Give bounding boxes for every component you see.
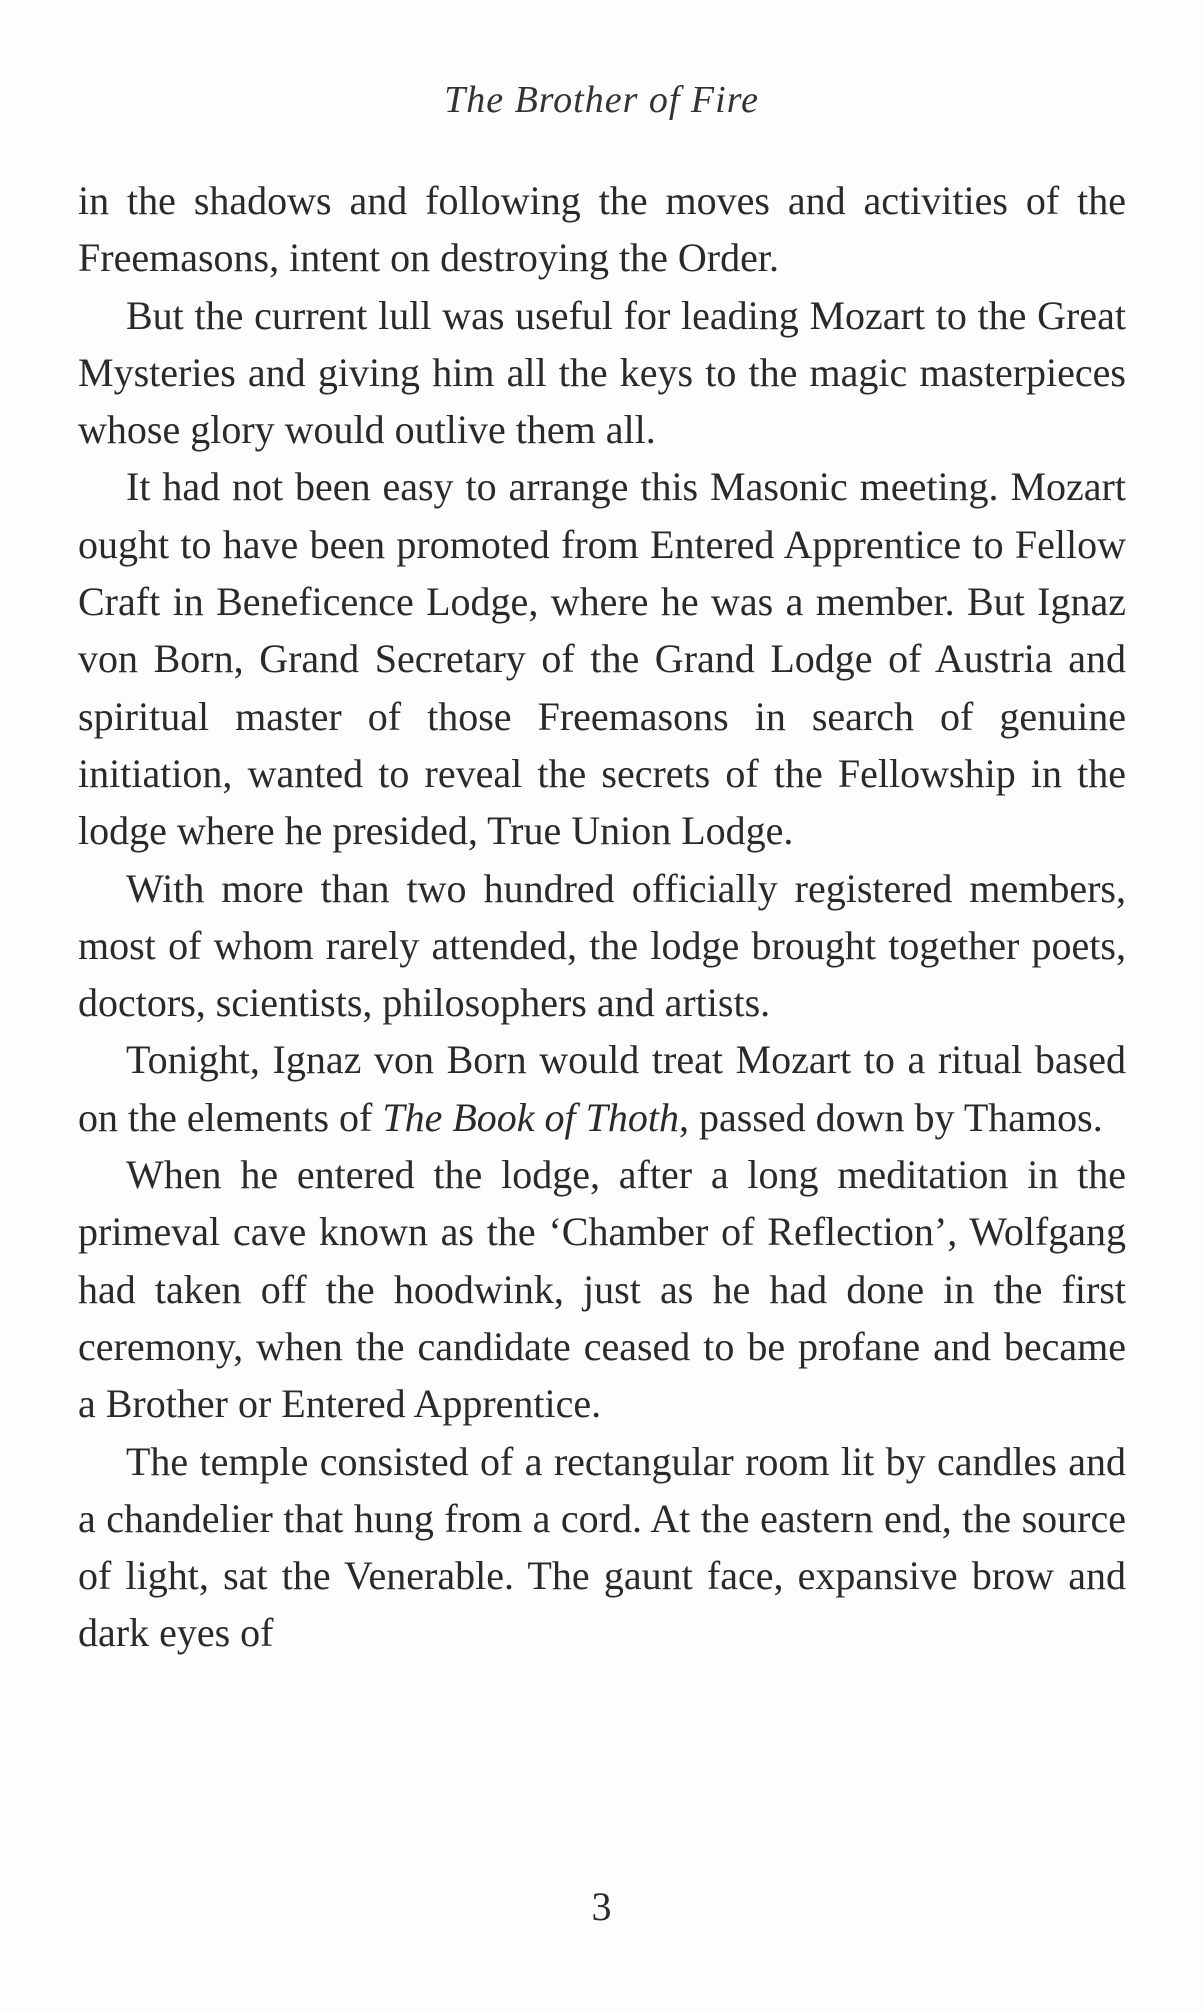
paragraph: But the current lull was useful for leading Mozart to the Great Mysteries and giving him all the keys to the magic masterpieces whose glory would outlive them all. (78, 292, 1126, 453)
paragraph: With more than two hundred officially registered members, most of whom rarely attended, the lodge brought together poets, doctors, scientists, philosophers and artists. (78, 865, 1126, 1026)
paragraph: When he entered the lodge, after a long meditation in the primeval cave known as the ‘Chamber of Reflection’, Wolfgang had taken off the hoodwink, just as he had done in the first ceremony, when the candidate ceased to be profane and became a Brother or Entered Apprentice. (78, 1152, 1126, 1427)
page-number: 3 (591, 1884, 612, 1929)
paragraph: It had not been easy to arrange this Masonic meeting. Mozart ought to have been promoted from Entered Apprentice to Fellow Craft in Beneficence Lodge, where he was a member. But Ignaz von Born, Grand Secretary of the Grand Lodge of Austria and spiritual master of those Freemasons in search of genuine initiation, wanted to reveal the secrets of the Fellowship in the lodge where he presided, True Union Lodge. (78, 464, 1126, 854)
book-title: The Book of Thoth (382, 1094, 680, 1140)
paragraph-text: Tonight, Ignaz von Born would treat Mozart to a ritual based on the elements of (78, 1037, 1126, 1140)
body-text (78, 172, 1126, 1662)
paragraph: in the shadows and following the moves and activities of the Freemasons, intent on destroying the Order. (78, 178, 1126, 281)
paragraph (78, 1031, 1126, 1146)
paragraph-text: , passed down by Thamos. (679, 1094, 1103, 1140)
paragraph: The temple consisted of a rectangular room lit by candles and a chandelier that hung from a cord. At the eastern end, the source of light, sat the Venerable. The gaunt face, expansive brow and dark eyes of (78, 1438, 1126, 1656)
running-title: The Brother of Fire (444, 79, 759, 121)
